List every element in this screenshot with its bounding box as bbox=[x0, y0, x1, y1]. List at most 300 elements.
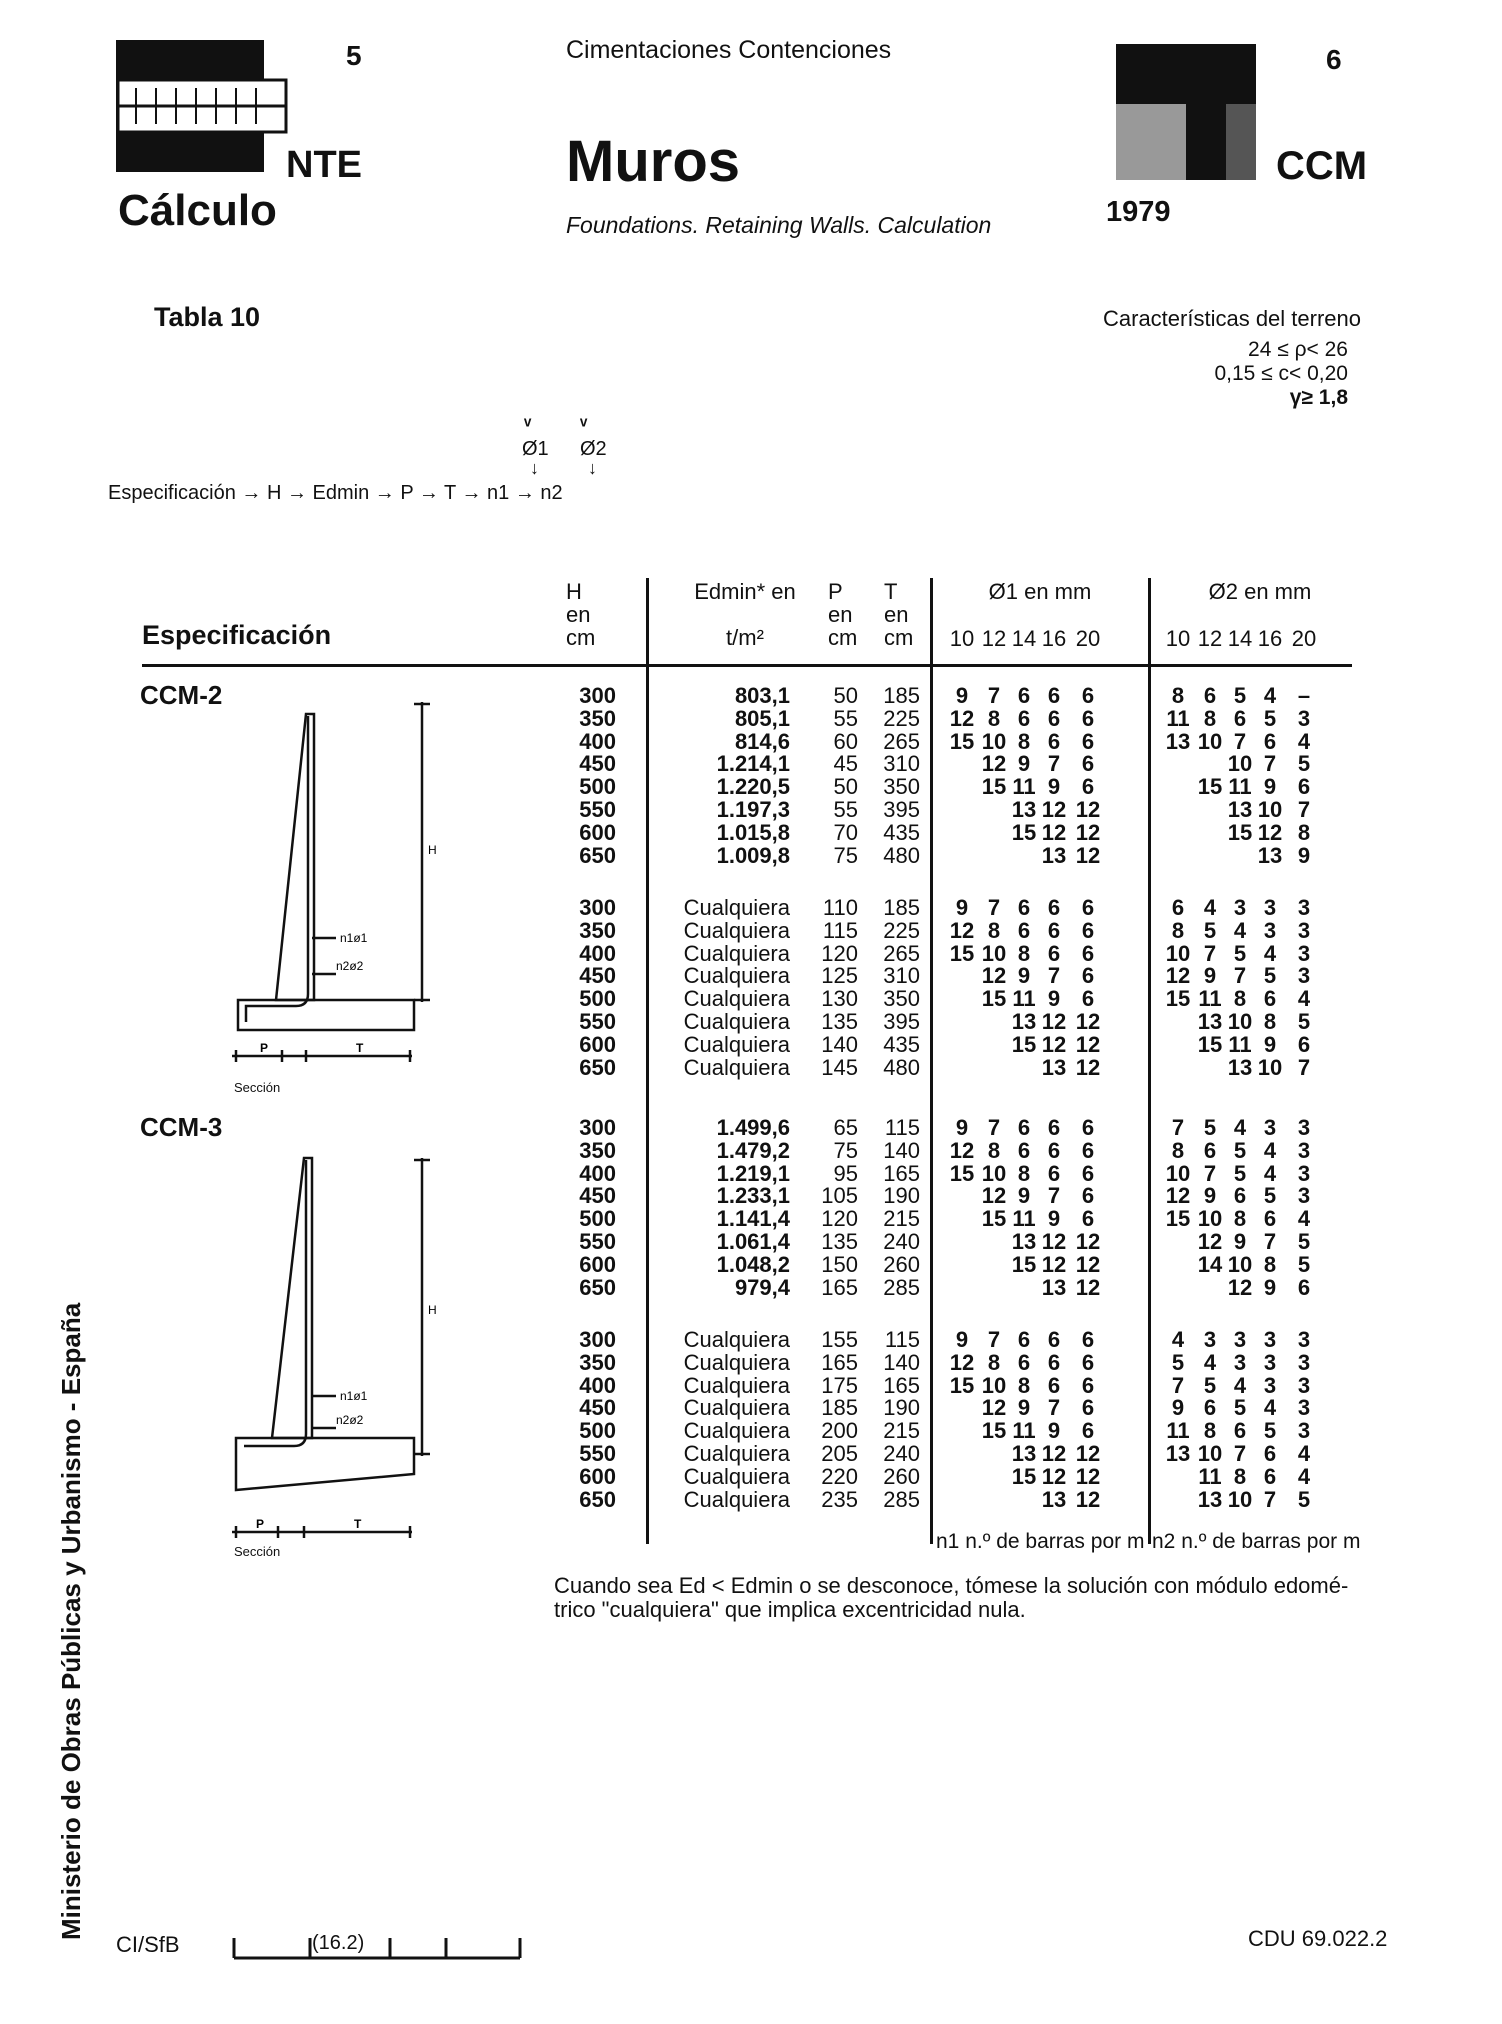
n1-cell: 8 bbox=[987, 705, 1001, 731]
soil-line: γ≥ 1,8 bbox=[1289, 386, 1348, 409]
n1-cell: 12 bbox=[1041, 1463, 1067, 1489]
edmin-cell: Cualquiera bbox=[683, 1009, 790, 1034]
n1-cell: 8 bbox=[1017, 940, 1031, 966]
edmin-cell: 1.220,5 bbox=[716, 774, 790, 800]
cisfb-code: (16.2) bbox=[312, 1932, 365, 1954]
table-row bbox=[0, 987, 1502, 1010]
n2-cell: 3 bbox=[1297, 1115, 1311, 1140]
edmin-cell: Cualquiera bbox=[683, 895, 790, 920]
height-cell: 300 bbox=[579, 683, 616, 708]
n2-cell: 3 bbox=[1297, 917, 1311, 943]
n2-cell: 3 bbox=[1233, 1327, 1247, 1352]
n1-cell: 7 bbox=[987, 895, 1001, 920]
soil-line: 24 ≤ ρ< 26 bbox=[1248, 338, 1348, 361]
p-dim-label: P bbox=[260, 1041, 269, 1055]
t-cell: 140 bbox=[883, 1349, 920, 1375]
n1-cell: 13 bbox=[1011, 1229, 1037, 1254]
year: 1979 bbox=[1106, 196, 1171, 228]
table-row bbox=[0, 1419, 1502, 1442]
diameter-size-header: 10 bbox=[949, 626, 975, 651]
section-caption: Sección bbox=[234, 1544, 281, 1559]
t-cell: 395 bbox=[883, 797, 920, 822]
n2-cell: 3 bbox=[1263, 895, 1277, 920]
edmin-cell: Cualquiera bbox=[683, 1441, 790, 1466]
height-cell: 600 bbox=[579, 1463, 616, 1489]
n2-cell: 7 bbox=[1263, 751, 1277, 777]
n2-cell: 12 bbox=[1197, 1229, 1223, 1254]
edmin-cell: Cualquiera bbox=[683, 1349, 790, 1375]
n1-cell: 9 bbox=[1047, 1206, 1061, 1232]
n2-cell: 6 bbox=[1203, 1395, 1217, 1421]
n1-cell: 12 bbox=[1075, 1274, 1101, 1300]
edmin-cell: 1.219,1 bbox=[716, 1160, 790, 1186]
n2-cell: 6 bbox=[1233, 1183, 1247, 1209]
t-cell: 265 bbox=[883, 728, 920, 754]
t-cell: 185 bbox=[883, 895, 920, 920]
n1-cell: 8 bbox=[1017, 1372, 1031, 1398]
n1-cell: 7 bbox=[987, 1115, 1001, 1140]
n2-cell: 4 bbox=[1171, 1327, 1185, 1352]
height-cell: 550 bbox=[579, 797, 616, 822]
height-cell: 400 bbox=[579, 728, 616, 754]
n2-cell: 4 bbox=[1297, 1463, 1311, 1489]
n1-cell: 6 bbox=[1081, 1418, 1095, 1444]
height-cell: 500 bbox=[579, 1206, 616, 1232]
n2-cell: 5 bbox=[1233, 1160, 1247, 1186]
n1-cell: 6 bbox=[1081, 940, 1095, 966]
n2-cell: 7 bbox=[1263, 1229, 1277, 1254]
n1-cell: 6 bbox=[1081, 751, 1095, 777]
n2-cell: 9 bbox=[1297, 842, 1311, 868]
n2-cell: 8 bbox=[1263, 1251, 1277, 1277]
group-label-ccm3: CCM-3 bbox=[140, 1112, 223, 1142]
height-cell: 550 bbox=[579, 1009, 616, 1034]
n1-cell: 6 bbox=[1047, 683, 1061, 708]
n1-cell: 12 bbox=[1075, 1251, 1101, 1277]
n2-cell: 7 bbox=[1297, 797, 1311, 822]
n1-cell: 6 bbox=[1081, 705, 1095, 731]
t-cell: 310 bbox=[883, 751, 920, 777]
n2-cell: 4 bbox=[1297, 1206, 1311, 1232]
p-cell: 150 bbox=[821, 1251, 858, 1277]
edmin-cell: 1.499,6 bbox=[716, 1115, 790, 1140]
n1-cell: 15 bbox=[1011, 819, 1037, 845]
n2-cell: 9 bbox=[1171, 1395, 1185, 1421]
n1-cell: 6 bbox=[1081, 986, 1095, 1012]
height-cell: 450 bbox=[579, 751, 616, 777]
edmin-cell: Cualquiera bbox=[683, 1031, 790, 1057]
t-cell: 115 bbox=[884, 1115, 920, 1140]
n1-cell: 12 bbox=[1041, 797, 1067, 822]
p-dim-label: P bbox=[256, 1517, 265, 1531]
n2-cell: 11 bbox=[1228, 774, 1252, 800]
t-dim-label: T bbox=[354, 1517, 362, 1531]
n1-cell: 13 bbox=[1041, 1274, 1067, 1300]
n1-cell: 12 bbox=[1075, 1463, 1101, 1489]
t-cell: 260 bbox=[883, 1463, 920, 1489]
down-arrow-icon: ↓ bbox=[530, 458, 539, 478]
n1-cell: 13 bbox=[1011, 1009, 1037, 1034]
t-cell: 265 bbox=[883, 940, 920, 966]
n2-cell: 4 bbox=[1263, 683, 1277, 708]
height-cell: 600 bbox=[579, 1251, 616, 1277]
legend-n2: n2 n.º de barras por m bbox=[1152, 1530, 1361, 1553]
n1-cell: 9 bbox=[1017, 963, 1031, 989]
n1-cell: 12 bbox=[1041, 819, 1067, 845]
n2-cell: 6 bbox=[1297, 1274, 1311, 1300]
n2-cell: 5 bbox=[1263, 1418, 1277, 1444]
n2-cell: 3 bbox=[1263, 1372, 1277, 1398]
n2-cell: 13 bbox=[1227, 797, 1253, 822]
n2-cell: 7 bbox=[1233, 1441, 1247, 1466]
n1-cell: 6 bbox=[1081, 1372, 1095, 1398]
n2-cell: 13 bbox=[1165, 728, 1191, 754]
diameter-size-header: 12 bbox=[1197, 626, 1223, 651]
edmin-cell: Cualquiera bbox=[683, 1486, 790, 1512]
edmin-cell: 1.048,2 bbox=[716, 1251, 790, 1277]
n1-cell: 15 bbox=[949, 1372, 975, 1398]
height-cell: 350 bbox=[579, 917, 616, 943]
n2-cell: 3 bbox=[1233, 895, 1247, 920]
edmin-cell: 1.141,4 bbox=[716, 1206, 790, 1232]
table-row bbox=[0, 775, 1502, 798]
n2-cell: 3 bbox=[1263, 1115, 1277, 1140]
p-cell: 110 bbox=[822, 895, 858, 920]
n2-cell: 8 bbox=[1233, 986, 1247, 1012]
n1-cell: 6 bbox=[1047, 1372, 1061, 1398]
edmin-cell: Cualquiera bbox=[683, 917, 790, 943]
n1-cell: 7 bbox=[987, 1327, 1001, 1352]
n2-cell: 14 bbox=[1197, 1251, 1223, 1277]
n2-cell: 8 bbox=[1233, 1206, 1247, 1232]
n1-cell: 6 bbox=[1081, 963, 1095, 989]
table-row bbox=[0, 730, 1502, 753]
edmin-cell: 1.197,3 bbox=[716, 797, 790, 822]
n2-cell: 7 bbox=[1171, 1115, 1185, 1140]
edmin-cell: Cualquiera bbox=[683, 1327, 790, 1352]
diameter2-label: Ø2 bbox=[580, 438, 607, 460]
n1-cell: 6 bbox=[1047, 1115, 1061, 1140]
n1-cell: 15 bbox=[1011, 1031, 1037, 1057]
n1-cell: 13 bbox=[1011, 797, 1037, 822]
n2-cell: 10 bbox=[1227, 751, 1253, 777]
n1-cell: 15 bbox=[981, 986, 1007, 1012]
height-cell: 300 bbox=[579, 1327, 616, 1352]
n1-cell: 6 bbox=[1081, 1183, 1095, 1209]
t-cell: 225 bbox=[883, 917, 920, 943]
n1-cell: 6 bbox=[1017, 1349, 1031, 1375]
edmin-cell: Cualquiera bbox=[683, 986, 790, 1012]
n1-cell: 6 bbox=[1017, 705, 1031, 731]
n1-cell: 12 bbox=[1075, 1054, 1101, 1080]
n1-cell: 11 bbox=[1012, 1206, 1036, 1232]
n2-cell: 8 bbox=[1203, 705, 1217, 731]
table-row bbox=[0, 1276, 1502, 1299]
edmin-cell: 979,4 bbox=[734, 1274, 790, 1300]
n2-cell: 4 bbox=[1297, 728, 1311, 754]
table-row bbox=[0, 1374, 1502, 1397]
edmin-cell: Cualquiera bbox=[683, 1395, 790, 1421]
n2-cell: 10 bbox=[1165, 940, 1191, 966]
t-cell: 480 bbox=[883, 1054, 920, 1080]
n1-cell: 12 bbox=[949, 705, 975, 731]
p-cell: 50 bbox=[833, 683, 858, 708]
n1-cell: 13 bbox=[1041, 1486, 1067, 1512]
height-cell: 300 bbox=[579, 895, 616, 920]
height-cell: 550 bbox=[579, 1229, 616, 1254]
n1-cell: 12 bbox=[1075, 842, 1101, 868]
n2-cell: 4 bbox=[1263, 1137, 1277, 1163]
n2-cell: 5 bbox=[1203, 1372, 1217, 1398]
n2-cell: 4 bbox=[1233, 917, 1247, 943]
n1-cell: 11 bbox=[1012, 1418, 1036, 1444]
n1-cell: 6 bbox=[1081, 1327, 1095, 1352]
n2-cell: 7 bbox=[1203, 940, 1217, 966]
height-cell: 400 bbox=[579, 940, 616, 966]
n2-cell: – bbox=[1297, 683, 1311, 708]
h-dim-label: H bbox=[428, 1303, 437, 1317]
n1-cell: 12 bbox=[1041, 1031, 1067, 1057]
n2-cell: 11 bbox=[1228, 1031, 1252, 1057]
n1-cell: 9 bbox=[1017, 1183, 1031, 1209]
n1-label: n1ø1 bbox=[340, 931, 368, 945]
n2-cell: 4 bbox=[1233, 1115, 1247, 1140]
n1-cell: 12 bbox=[949, 917, 975, 943]
n1-cell: 6 bbox=[1047, 940, 1061, 966]
n2-cell: 4 bbox=[1263, 1395, 1277, 1421]
p-cell: 125 bbox=[821, 963, 858, 989]
n2-cell: 9 bbox=[1263, 774, 1277, 800]
n1-cell: 8 bbox=[987, 917, 1001, 943]
footnote: Cuando sea Ed < Edmin o se desconoce, tómese la solución con módulo edomé- trico "cualquiera" que implica excentricidad nula. bbox=[554, 1573, 1349, 1622]
t-cell: 350 bbox=[883, 986, 920, 1012]
diameter-size-header: 10 bbox=[1165, 626, 1191, 651]
soil-line: 0,15 ≤ c< 0,20 bbox=[1214, 362, 1348, 385]
n2-cell: 5 bbox=[1263, 705, 1277, 731]
diameter-size-header: 20 bbox=[1291, 626, 1317, 651]
n2-cell: 4 bbox=[1263, 940, 1277, 966]
n2-cell: 6 bbox=[1233, 705, 1247, 731]
edmin-cell: 1.214,1 bbox=[716, 751, 790, 777]
height-cell: 600 bbox=[579, 1031, 616, 1057]
diameter-size-header: 16 bbox=[1257, 626, 1283, 651]
table-row bbox=[0, 1184, 1502, 1207]
n2-cell: 3 bbox=[1263, 917, 1277, 943]
n2-cell: 5 bbox=[1297, 1009, 1311, 1034]
arrow-glyph-2: ᵥ bbox=[580, 408, 588, 430]
edmin-cell: Cualquiera bbox=[683, 1054, 790, 1080]
n1-cell: 6 bbox=[1017, 683, 1031, 708]
wall-section-diagram-ccm3 bbox=[232, 1128, 437, 1548]
n1-cell: 6 bbox=[1081, 774, 1095, 800]
n1-cell: 12 bbox=[1041, 1441, 1067, 1466]
n1-cell: 15 bbox=[949, 728, 975, 754]
p-cell: 95 bbox=[833, 1160, 858, 1186]
n1-cell: 6 bbox=[1047, 1349, 1061, 1375]
n1-cell: 12 bbox=[949, 1349, 975, 1375]
n2-cell: 3 bbox=[1297, 1418, 1311, 1444]
section-name: Cálculo bbox=[118, 186, 277, 235]
n2-cell: 7 bbox=[1233, 728, 1247, 754]
n1-cell: 6 bbox=[1081, 1395, 1095, 1421]
n2-cell: 10 bbox=[1197, 728, 1223, 754]
n1-cell: 6 bbox=[1047, 895, 1061, 920]
p-cell: 165 bbox=[821, 1274, 858, 1300]
n2-cell: 3 bbox=[1297, 1395, 1311, 1421]
table-row bbox=[0, 1351, 1502, 1374]
p-cell: 50 bbox=[833, 774, 858, 800]
n2-cell: 10 bbox=[1257, 1054, 1283, 1080]
n2-cell: 5 bbox=[1297, 1229, 1311, 1254]
n2-cell: 8 bbox=[1171, 917, 1185, 943]
height-cell: 600 bbox=[579, 819, 616, 845]
p-cell: 185 bbox=[821, 1395, 858, 1421]
table-row bbox=[0, 1328, 1502, 1351]
edmin-cell: 805,1 bbox=[734, 705, 790, 731]
n2-cell: 9 bbox=[1263, 1031, 1277, 1057]
n2-cell: 8 bbox=[1263, 1009, 1277, 1034]
n2-cell: 4 bbox=[1203, 1349, 1217, 1375]
ccm-logo bbox=[1116, 44, 1258, 180]
n1-cell: 9 bbox=[955, 683, 969, 708]
t-cell: 215 bbox=[883, 1418, 920, 1444]
table-row bbox=[0, 1396, 1502, 1419]
legend-n1: n1 n.º de barras por m bbox=[936, 1530, 1145, 1553]
t-cell: 435 bbox=[883, 1031, 920, 1057]
p-cell: 130 bbox=[821, 986, 858, 1012]
n1-cell: 12 bbox=[981, 963, 1007, 989]
table-row bbox=[0, 942, 1502, 965]
n2-cell: 6 bbox=[1263, 1206, 1277, 1232]
n2-cell: 13 bbox=[1165, 1441, 1191, 1466]
page-number-left: 5 bbox=[346, 40, 362, 71]
n2-cell: 15 bbox=[1165, 986, 1191, 1012]
n2-cell: 8 bbox=[1297, 819, 1311, 845]
n1-cell: 10 bbox=[981, 940, 1007, 966]
n2-cell: 3 bbox=[1297, 963, 1311, 989]
n1-cell: 6 bbox=[1081, 917, 1095, 943]
edmin-cell: Cualquiera bbox=[683, 940, 790, 966]
p-cell: 205 bbox=[821, 1441, 858, 1466]
t-dim-label: T bbox=[356, 1041, 364, 1055]
n1-cell: 6 bbox=[1047, 917, 1061, 943]
n1-cell: 6 bbox=[1047, 1327, 1061, 1352]
n1-cell: 7 bbox=[1047, 751, 1061, 777]
n1-cell: 15 bbox=[949, 940, 975, 966]
n2-cell: 6 bbox=[1233, 1418, 1247, 1444]
n1-cell: 12 bbox=[1075, 797, 1101, 822]
n2-cell: 4 bbox=[1297, 986, 1311, 1012]
n1-cell: 12 bbox=[1075, 819, 1101, 845]
n2-cell: 3 bbox=[1297, 1372, 1311, 1398]
n1-cell: 12 bbox=[1075, 1441, 1101, 1466]
n2-cell: 10 bbox=[1227, 1486, 1253, 1512]
n1-cell: 8 bbox=[987, 1349, 1001, 1375]
height-cell: 350 bbox=[579, 1137, 616, 1163]
n1-cell: 11 bbox=[1012, 986, 1036, 1012]
p-cell: 60 bbox=[833, 728, 858, 754]
edmin-cell: 814,6 bbox=[734, 728, 790, 754]
height-cell: 650 bbox=[579, 1274, 616, 1300]
n2-cell: 3 bbox=[1263, 1349, 1277, 1375]
height-cell: 500 bbox=[579, 1418, 616, 1444]
section-caption: Sección bbox=[234, 1080, 281, 1095]
header-rule bbox=[142, 664, 1352, 667]
n2-cell: 5 bbox=[1171, 1349, 1185, 1375]
diameter-size-header: 20 bbox=[1075, 626, 1101, 651]
table-row bbox=[0, 1010, 1502, 1033]
n2-cell: 5 bbox=[1233, 1395, 1247, 1421]
table-row bbox=[0, 964, 1502, 987]
p-cell: 105 bbox=[821, 1183, 858, 1209]
cisfb-code-box bbox=[232, 1930, 524, 1960]
p-cell: 235 bbox=[821, 1486, 858, 1512]
n2-cell: 3 bbox=[1297, 1183, 1311, 1209]
n2-cell: 15 bbox=[1165, 1206, 1191, 1232]
edmin-cell: Cualquiera bbox=[683, 1463, 790, 1489]
n2-cell: 15 bbox=[1197, 774, 1223, 800]
p-cell: 75 bbox=[833, 842, 858, 868]
n2-cell: 7 bbox=[1263, 1486, 1277, 1512]
n2-cell: 8 bbox=[1233, 1463, 1247, 1489]
table-row bbox=[0, 844, 1502, 867]
height-cell: 450 bbox=[579, 963, 616, 989]
t-cell: 190 bbox=[883, 1183, 920, 1209]
height-cell: 400 bbox=[579, 1372, 616, 1398]
n2-cell: 3 bbox=[1297, 1327, 1311, 1352]
n2-cell: 12 bbox=[1227, 1274, 1253, 1300]
edmin-cell: 1.479,2 bbox=[716, 1137, 790, 1163]
edmin-cell: Cualquiera bbox=[683, 963, 790, 989]
height-cell: 550 bbox=[579, 1441, 616, 1466]
n1-cell: 6 bbox=[1017, 1327, 1031, 1352]
height-cell: 450 bbox=[579, 1183, 616, 1209]
table-row bbox=[0, 1465, 1502, 1488]
table-row bbox=[0, 798, 1502, 821]
n1-cell: 6 bbox=[1081, 1115, 1095, 1140]
table-row bbox=[0, 1139, 1502, 1162]
arrow-glyph-1: ᵥ bbox=[524, 408, 532, 430]
n2-cell: 5 bbox=[1233, 940, 1247, 966]
t-cell: 240 bbox=[883, 1441, 920, 1466]
p-cell: 145 bbox=[821, 1054, 858, 1080]
n2-cell: 3 bbox=[1297, 1349, 1311, 1375]
n1-cell: 15 bbox=[1011, 1463, 1037, 1489]
edmin-cell: 1.061,4 bbox=[716, 1229, 790, 1254]
n2-cell: 6 bbox=[1263, 1441, 1277, 1466]
n2-cell: 3 bbox=[1297, 1137, 1311, 1163]
n2-cell: 13 bbox=[1227, 1054, 1253, 1080]
n2-cell: 10 bbox=[1197, 1441, 1223, 1466]
n1-cell: 6 bbox=[1017, 917, 1031, 943]
n1-cell: 13 bbox=[1041, 842, 1067, 868]
edmin-cell: 803,1 bbox=[734, 683, 790, 708]
n1-cell: 6 bbox=[1017, 895, 1031, 920]
n2-cell: 5 bbox=[1263, 1183, 1277, 1209]
n2-cell: 6 bbox=[1263, 986, 1277, 1012]
n2-cell: 11 bbox=[1166, 1418, 1190, 1444]
n2-cell: 4 bbox=[1297, 1441, 1311, 1466]
n2-cell: 7 bbox=[1233, 963, 1247, 989]
height-cell: 500 bbox=[579, 774, 616, 800]
p-cell: 55 bbox=[833, 705, 858, 731]
n2-cell: 10 bbox=[1197, 1206, 1223, 1232]
n1-cell: 6 bbox=[1047, 728, 1061, 754]
n1-cell: 15 bbox=[981, 1206, 1007, 1232]
p-cell: 120 bbox=[821, 940, 858, 966]
h-header: H en cm bbox=[566, 579, 596, 650]
n1-cell: 9 bbox=[1017, 1395, 1031, 1421]
